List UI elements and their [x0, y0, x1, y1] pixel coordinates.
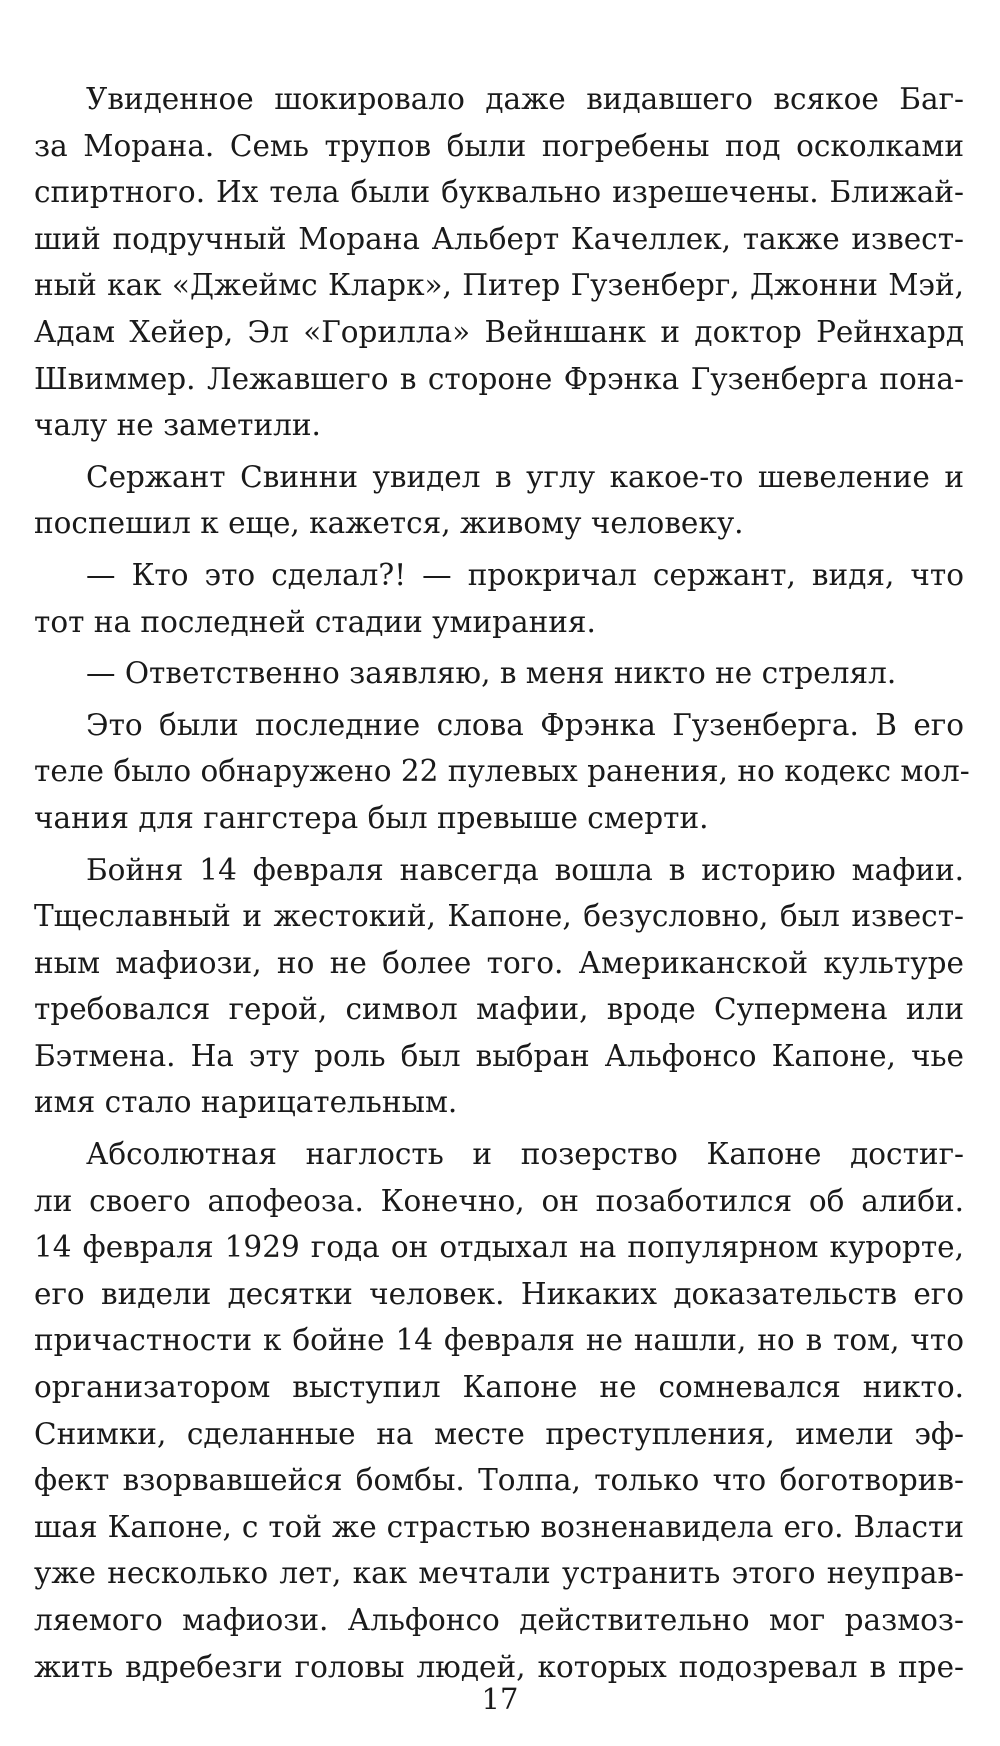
- text-line: причастности к бойне 14 февраля не нашли, но в том, что: [34, 1323, 964, 1358]
- paragraph: [34, 1131, 964, 1690]
- text-line: Адам Хейер, Эл «Горилла» Вейншанк и доктор Рейнхард: [34, 314, 964, 349]
- paragraph: [34, 552, 964, 645]
- paragraph: [34, 76, 964, 449]
- paragraph: [34, 650, 964, 697]
- text-line: за Морана. Семь трупов были погребены под осколками: [34, 128, 964, 163]
- text-line: требовался герой, символ мафии, вроде Супермена или: [34, 992, 964, 1027]
- text-line: — Кто это сделал?! — прокричал сержант, видя, что: [86, 557, 964, 592]
- text-line: жить вдребезги головы людей, которых подозревал в пре-: [34, 1649, 964, 1684]
- text-line: уже несколько лет, как мечтали устранить этого неуправ-: [34, 1556, 964, 1591]
- text-line: спиртного. Их тела были буквально изрешечены. Ближай-: [34, 175, 964, 210]
- paragraph: [34, 454, 964, 547]
- text-line: ший подручный Морана Альберт Качеллек, также извест-: [34, 221, 964, 256]
- text-line: Сержант Свинни увидел в углу какое-то шевеление и: [86, 459, 964, 494]
- text-line: шая Капоне, с той же страстью возненавидела его. Власти: [34, 1509, 964, 1544]
- text-line: ляемого мафиози. Альфонсо действительно мог размоз-: [34, 1603, 964, 1637]
- text-line: Это были последние слова Фрэнка Гузенберга. В его: [86, 707, 964, 742]
- text-line: ный как «Джеймс Кларк», Питер Гузенберг, Джонни Мэй,: [34, 268, 964, 303]
- text-line: его видели десятки человек. Никаких доказательств его: [34, 1276, 964, 1311]
- text-line: — Ответственно заявляю, в меня никто не стрелял.: [86, 656, 897, 691]
- text-line: Швиммер. Лежавшего в стороне Фрэнка Гузенберга пона-: [34, 361, 964, 396]
- text-line: фект взорвавшейся бомбы. Толпа, только что боготворив-: [34, 1463, 964, 1498]
- text-line: Тщеславный и жестокий, Капоне, безусловно, был извест-: [34, 899, 964, 934]
- text-line: Абсолютная наглость и позерство Капоне достиг-: [86, 1137, 964, 1172]
- text-line: тот на последней стадии умирания.: [34, 604, 596, 639]
- text-line: 14 февраля 1929 года он отдыхал на популярном курорте,: [34, 1230, 964, 1265]
- body-text: [34, 76, 970, 1695]
- page-number: 17: [481, 1682, 519, 1716]
- text-line: Бойня 14 февраля навсегда вошла в историю мафии.: [86, 852, 964, 887]
- paragraph: [34, 702, 970, 842]
- text-line: Увиденное шокировало даже видавшего всякое Баг-: [86, 82, 964, 116]
- text-line: Бэтмена. На эту роль был выбран Альфонсо Капоне, чье: [34, 1038, 964, 1073]
- text-line: поспешил к еще, кажется, живому человеку.: [34, 506, 744, 541]
- text-line: чания для гангстера был превыше смерти.: [34, 800, 709, 835]
- text-line: чалу не заметили.: [34, 408, 321, 443]
- text-line: ли своего апофеоза. Конечно, он позаботился об алиби.: [34, 1183, 964, 1218]
- text-line: Снимки, сделанные на месте преступления, имели эф-: [34, 1416, 964, 1451]
- text-line: организатором выступил Капоне не сомневался никто.: [34, 1370, 964, 1405]
- text-line: имя стало нарицательным.: [34, 1085, 458, 1120]
- text-line: теле было обнаружено 22 пулевых ранения, но кодекс мол-: [34, 754, 970, 789]
- text-line: ным мафиози, но не более того. Американской культуре: [34, 945, 964, 980]
- paragraph: [34, 847, 964, 1127]
